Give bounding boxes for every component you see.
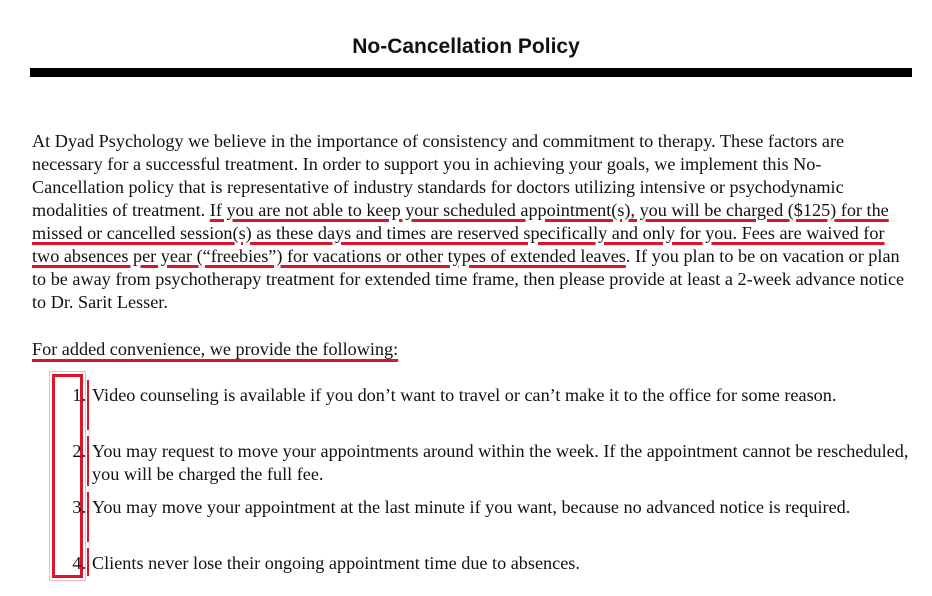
- paragraph-text-after: . If you plan to be on vacation or plan to be away from psychotherapy treatment for extended time frame, then please provide at least a 2-week advance notice to Dr. Sarit Lesser.: [32, 246, 905, 312]
- list-intro: For added convenience, we provide the following:: [32, 339, 399, 359]
- list-item-text: Clients never lose their ongoing appointment time due to absences.: [92, 553, 580, 573]
- annotation-bar: [87, 548, 89, 576]
- list-item-text: You may request to move your appointments around within the week. If the appointment cannot be rescheduled, you will be charged the full fee.: [92, 441, 909, 484]
- list-item-number: 4.: [72, 553, 86, 573]
- annotation-bar: [87, 436, 89, 486]
- list-item-number: 2.: [72, 441, 86, 461]
- annotation-bar: [87, 492, 89, 542]
- paragraph-underlined-text: If you are not able to keep your scheduled appointment(s), you will be charged ($125) for the missed or cancelled session(s) as these days and times are reserved specifically and only for you. Fees are waived for two absences per year (“freebies”) for vacations or other types of extended leaves: [32, 200, 889, 266]
- list-item-number: 3.: [72, 497, 86, 517]
- title-divider: [30, 68, 912, 77]
- paragraph-text-before: At Dyad Psychology we believe in the importance of consistency and commitment to therapy. These factors are necessary for a successful treatment. In order to support you in achieving your goals, we implement this No-Cancellation policy that is representative of industry standards for doctors utilizing intensive or psychodynamic modalities of treatment.: [32, 131, 845, 220]
- list-item-text: You may move your appointment at the last minute if you want, because no advanced notice is required.: [92, 497, 851, 517]
- policy-paragraph: [32, 130, 912, 314]
- list-item-text: Video counseling is available if you don’t want to travel or can’t make it to the office for some reason.: [92, 385, 837, 405]
- list-item-number: 1.: [72, 385, 86, 405]
- document-title: No-Cancellation Policy: [352, 35, 580, 58]
- annotation-bar: [87, 380, 89, 430]
